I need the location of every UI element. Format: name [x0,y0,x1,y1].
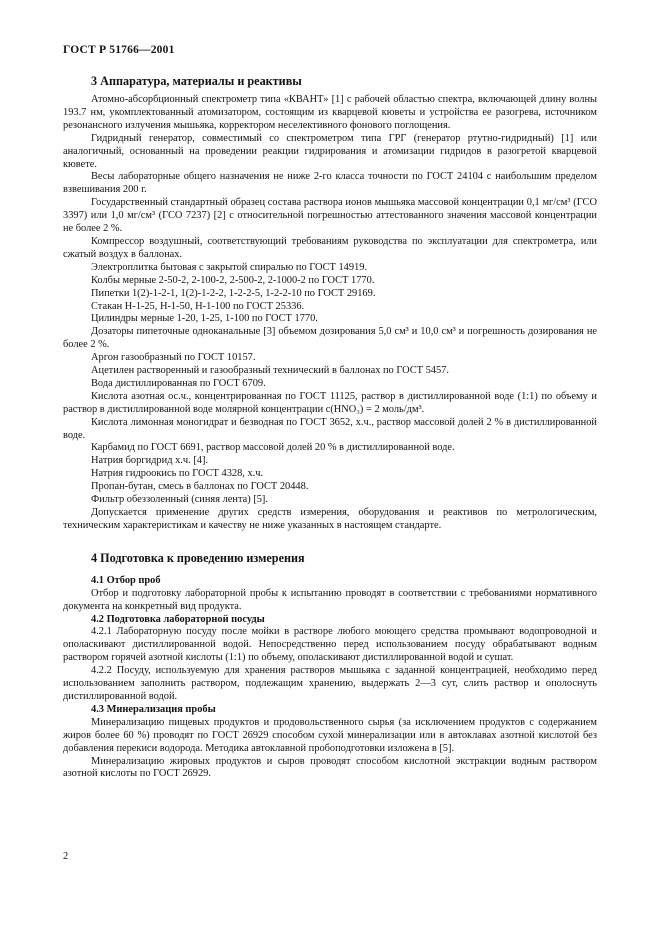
paragraph: Карбамид по ГОСТ 6691, раствор массовой долей 20 % в дистиллированной воде. [91,442,455,454]
paragraph: Стакан Н-1-25, Н-1-50, Н-1-100 по ГОСТ 25336. [91,300,305,312]
paragraph: 4.2.2 Посуду, используемую для хранения растворов мышьяка с заданной концентрацией, необходимо перед использованием заполнить раствором, подлежащим хранению, выдержать 2—3 сут, слить раствор и ополоснуть дистиллированной водой. [63,665,597,702]
paragraph: Пропан-бутан, смесь в баллонах по ГОСТ 20448. [91,481,309,493]
paragraph: Натрия боргидрид х.ч. [4]. [91,455,209,467]
section-3-body [63,94,597,533]
standard-header: ГОСТ Р 51766—2001 [63,44,175,56]
body-text [63,74,597,781]
section-4-heading: 4 Подготовка к проведению измерения [91,550,305,565]
paragraph: Дозаторы пипеточные одноканальные [3] объемом дозирования 5,0 см³ и 10,0 см³ и погрешность дозирования не более 2 %. [63,326,597,351]
paragraph: 4.2.1 Лабораторную посуду после мойки в растворе любого моющего средства промывают водопроводной и ополаскивают дистиллированной водой. Непосредственно перед использованием посуду обрабатывают водным раствором горячей азотной кислоты (1:1) по объему, ополаскивают дистиллированной водой и сушат. [63,626,597,664]
subsection-4-1-heading: 4.1 Отбор проб [91,574,161,586]
paragraph: Колбы мерные 2-50-2, 2-100-2, 2-500-2, 2-1000-2 по ГОСТ 1770. [91,274,375,286]
paragraph: Аргон газообразный по ГОСТ 10157. [91,352,256,364]
paragraph: Ацетилен растворенный и газообразный технический в баллонах по ГОСТ 5457. [91,365,449,377]
section-3-heading: 3 Аппаратура, материалы и реактивы [91,74,302,88]
paragraph: Минерализацию жировых продуктов и сыров проводят способом кислотной экстракции водным раствором азотной кислоты по ГОСТ 26929. [63,755,597,780]
paragraph: Цилиндры мерные 1-20, 1-25, 1-100 по ГОСТ 1770. [91,313,318,325]
paragraph: Кислота лимонная моногидрат и безводная по ГОСТ 3652, х.ч., раствор массовой долей 2 % в дистиллированной воде. [63,416,597,441]
paragraph: Атомно-абсорбционный спектрометр типа «КВАНТ» [1] с рабочей областью спектра, включающей длину волны 193.7 нм, укомплектованный атомизатором, состоящим из кварцевой кюветы и устройства ее разогрева, источником резонансного излучения мышьяка, корректором неселективного фонового поглощения. [63,94,597,131]
paragraph: Натрия гидроокись по ГОСТ 4328, х.ч. [91,468,264,480]
paragraph: Минерализацию пищевых продуктов и продовольственного сырья (за исключением продуктов с содержанием жиров более 60 %) проводят по ГОСТ 26929 способом сухой минерализации или в автоклавах азотной кислотой без добавления перекиси водорода. Методика автоклавной пробоподготовки изложена в [5]. [63,716,597,754]
subsection-4-3-heading: 4.3 Минерализация пробы [91,703,216,715]
paragraph: Компрессор воздушный, соответствующий требованиям руководства по эксплуатации для спектрометра, или сжатый воздух в баллонах. [63,235,597,260]
paragraph: Вода дистиллированная по ГОСТ 6709. [91,377,266,389]
paragraph: Весы лабораторные общего назначения не ниже 2-го класса точности по ГОСТ 24104 с наибольшим пределом взвешивания 200 г. [63,171,597,196]
subsection-4-1-body [63,588,597,614]
paragraph: Гидридный генератор, совместимый со спектрометром типа ГРГ (генератор ртутно-гидридный) [1] или аналогичный, основанный на проведении реакции гидрирования и атомизации гидридов в разогретой кварцевой кювете. [63,132,597,170]
paragraph: Пипетки 1(2)-1-2-1, 1(2)-1-2-2, 1-2-2-5, 1-2-2-10 по ГОСТ 29169. [91,287,376,299]
paragraph: Отбор и подготовку лабораторной пробы к испытанию проводят в соответствии с требованиями нормативного документа на конкретный вид продукта. [63,587,597,612]
paragraph: Кислота азотная ос.ч., концентрированная по ГОСТ 11125, раствор в дистиллированной воде (1:1) по объему и раствор в дистиллированной воде молярной концентрации c(HNO₃) = 2 моль/дм³. [63,390,597,415]
subsection-4-3-body [63,717,597,782]
paragraph: Электроплитка бытовая с закрытой спиралью по ГОСТ 14919. [91,261,368,273]
subsection-4-2-heading: 4.2 Подготовка лабораторной посуды [91,613,265,625]
subsection-4-2-body [63,626,597,703]
paragraph: Допускается применение других средств измерения, оборудования и реактивов по метрологическим, техническим характеристикам и качеству не ниже указанных в настоящем стандарте. [63,507,597,531]
paragraph: Государственный стандартный образец состава раствора ионов мышьяка массовой концентрации 0,1 мг/см³ (ГСО 3397) или 1,0 мг/см³ (ГСО 7237) [2] с относительной погрешностью аттестованного значения массовой концентрации не более 2 %. [63,197,597,235]
page-number: 2 [63,851,69,862]
paragraph: Фильтр обеззоленный (синяя лента) [5]. [91,494,268,506]
